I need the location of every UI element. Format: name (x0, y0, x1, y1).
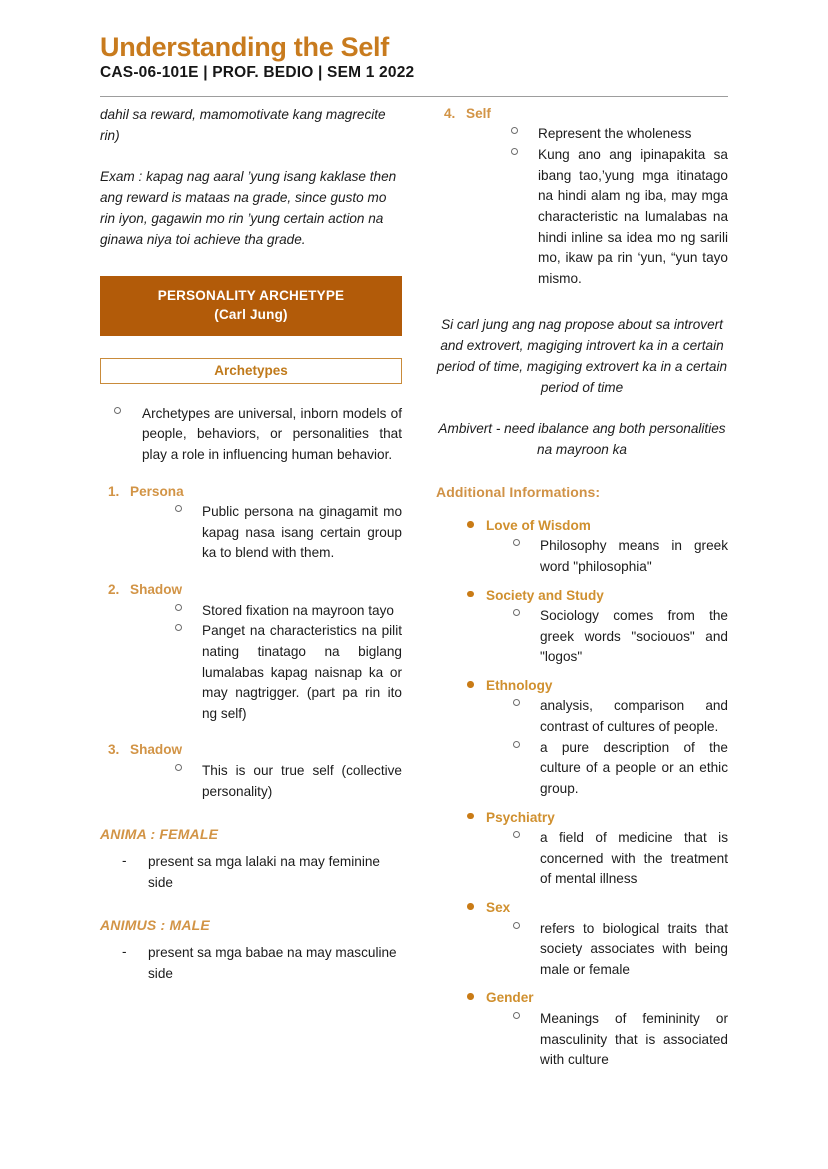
list-number: 4. (444, 106, 456, 121)
course-subtitle: CAS-06-101E | PROF. BEDIO | SEM 1 2022 (100, 64, 415, 82)
list-item (100, 761, 402, 802)
circle-bullet-icon (175, 764, 182, 771)
circle-bullet-icon (175, 624, 182, 631)
circle-bullet-icon (513, 922, 520, 929)
list-item (436, 536, 728, 577)
list-item-text: present sa mga babae na may masculine side (148, 945, 397, 982)
dot-bullet-icon (467, 903, 474, 910)
circle-bullet-icon (513, 831, 520, 838)
anima-heading: ANIMA : FEMALE (100, 826, 219, 843)
list-number: 1. (108, 483, 120, 499)
dot-bullet-icon (467, 813, 474, 820)
dash-bullet-icon: - (122, 944, 127, 960)
spacer (100, 384, 402, 404)
numbered-heading-label: Shadow (130, 742, 183, 758)
dot-bullet-icon (467, 681, 474, 688)
additional-item-heading (436, 898, 728, 918)
spacer (436, 460, 728, 484)
list-item-text: Stored fixation na mayroon tayo (202, 602, 394, 618)
list-item (436, 1009, 728, 1071)
spacer (436, 398, 728, 418)
animus-heading: ANIMUS : MALE (100, 917, 210, 934)
circle-bullet-icon (513, 539, 520, 546)
additional-item-heading (436, 808, 728, 828)
dot-bullet-icon (467, 993, 474, 1000)
spacer (100, 842, 402, 852)
list-item (100, 601, 402, 622)
list-number: 3. (108, 742, 120, 758)
personality-archetype-banner (100, 276, 402, 335)
additional-item-heading (436, 676, 728, 696)
spacer (100, 724, 402, 740)
archetypes-box: Archetypes (100, 358, 402, 384)
carl-jung-note: Si carl jung ang nag propose about sa introvert and extrovert, magiging introvert ka in a certain period of time, magiging extrovert ka in a certain period of time (436, 316, 728, 395)
spacer (100, 146, 402, 166)
additional-item-heading (436, 988, 728, 1008)
circle-bullet-icon (175, 505, 182, 512)
left-column (100, 104, 402, 985)
circle-bullet-icon (511, 127, 518, 134)
list-item-text: Kung ano ang ipinapakita sa ibang tao,’yung mga itinatago na hindi alam ng iba, may mga characteristic na lumalabas na hindi inline sa idea mo ng sarili mo, ikaw pa rin ‘yun, “yun tayo mismo. (538, 147, 728, 286)
spacer (100, 466, 402, 482)
list-item-text: analysis, comparison and contrast of cultures of people. (540, 698, 728, 735)
list-item (436, 606, 728, 668)
dash-bullet-icon: - (122, 853, 127, 869)
list-item-text: Public persona na ginagamit mo kapag nasa isang certain group ka to blend with them. (202, 504, 402, 561)
spacer (436, 290, 728, 314)
list-item (100, 852, 402, 893)
circle-bullet-icon (513, 609, 520, 616)
list-item (436, 124, 728, 145)
spacer (436, 500, 728, 516)
list-item-text: a field of medicine that is concerned with the treatment of mental illness (540, 830, 728, 887)
additional-item-label: Sex (486, 900, 511, 916)
numbered-heading-self (436, 104, 728, 124)
document-header (100, 33, 730, 82)
list-item (100, 621, 402, 724)
numbered-heading-persona (100, 482, 402, 502)
spacer (436, 668, 728, 676)
spacer (436, 578, 728, 586)
list-item (436, 145, 728, 290)
spacer (100, 564, 402, 580)
circle-bullet-icon (114, 407, 121, 414)
list-item (436, 919, 728, 981)
banner-line-1: PERSONALITY ARCHETYPE (157, 288, 345, 304)
spacer (436, 980, 728, 988)
list-item (436, 738, 728, 800)
list-number: 2. (108, 582, 120, 598)
circle-bullet-icon (513, 1012, 520, 1019)
list-item-text: a pure description of the culture of a people or an ethic group. (540, 739, 728, 797)
additional-informations-heading: Additional Informations: (436, 484, 601, 501)
spacer (100, 893, 402, 917)
intro-paragraph-1: dahil sa reward, mamomotivate kang magrecite rin) (100, 107, 386, 144)
circle-bullet-icon (513, 699, 520, 706)
spacer (100, 802, 402, 826)
list-item-text: Philosophy means in greek word "philosophia" (540, 538, 728, 575)
banner-line-2: (Carl Jung) (214, 306, 288, 322)
list-item-text: Panget na characteristics na pilit nating tinatago na biglang lumalabas kapag naisnap ka or may nagtrigger. (part pa rin ito ng self) (202, 623, 402, 721)
numbered-heading-shadow-2 (100, 580, 402, 600)
list-item-text: present sa mga lalaki na may feminine side (148, 854, 380, 890)
dot-bullet-icon (467, 591, 474, 598)
spacer (436, 890, 728, 898)
dot-bullet-icon (467, 521, 474, 528)
right-column (436, 104, 728, 1071)
list-item-text: Represent the wholeness (538, 126, 692, 142)
numbered-heading-shadow-3 (100, 740, 402, 760)
additional-item-heading (436, 586, 728, 606)
list-item (436, 696, 728, 737)
list-item-text: refers to biological traits that society associates with being male or female (540, 920, 728, 977)
list-item (436, 828, 728, 890)
list-item-text: Meanings of femininity or masculinity that is associated with culture (540, 1010, 728, 1068)
list-item (100, 502, 402, 564)
spacer (100, 933, 402, 943)
circle-bullet-icon (175, 604, 182, 611)
list-item-text: Sociology comes from the greek words "sociouos" and "logos" (540, 608, 728, 665)
numbered-heading-label: Persona (130, 483, 184, 499)
additional-item-label: Psychiatry (486, 809, 555, 825)
additional-item-label: Society and Study (486, 587, 604, 603)
list-item-text: This is our true self (collective personality) (202, 762, 402, 799)
circle-bullet-icon (513, 741, 520, 748)
additional-item-label: Love of Wisdom (486, 518, 591, 534)
spacer (436, 800, 728, 808)
list-item (100, 404, 402, 466)
archetypes-definition: Archetypes are universal, inborn models of people, behaviors, or personalities that play a role in influencing human behavior. (142, 405, 402, 463)
intro-paragraph-2: Exam : kapag nag aaral ’yung isang kaklase then ang reward is mataas na grade, since gusto mo rin iyon, gagawin mo rin ’yung certain action na ginawa niya toi achieve tha grade. (100, 169, 397, 248)
additional-item-label: Gender (486, 990, 534, 1006)
page-title: Understanding the Self (100, 32, 389, 62)
ambivert-note: Ambivert - need ibalance ang both personalities na mayroon ka (438, 420, 726, 457)
additional-item-label: Ethnology (486, 678, 553, 694)
circle-bullet-icon (511, 148, 518, 155)
header-divider (100, 96, 728, 97)
numbered-heading-label: Shadow (130, 582, 183, 598)
additional-item-heading (436, 516, 728, 536)
numbered-heading-label: Self (466, 106, 491, 121)
list-item (100, 943, 402, 984)
